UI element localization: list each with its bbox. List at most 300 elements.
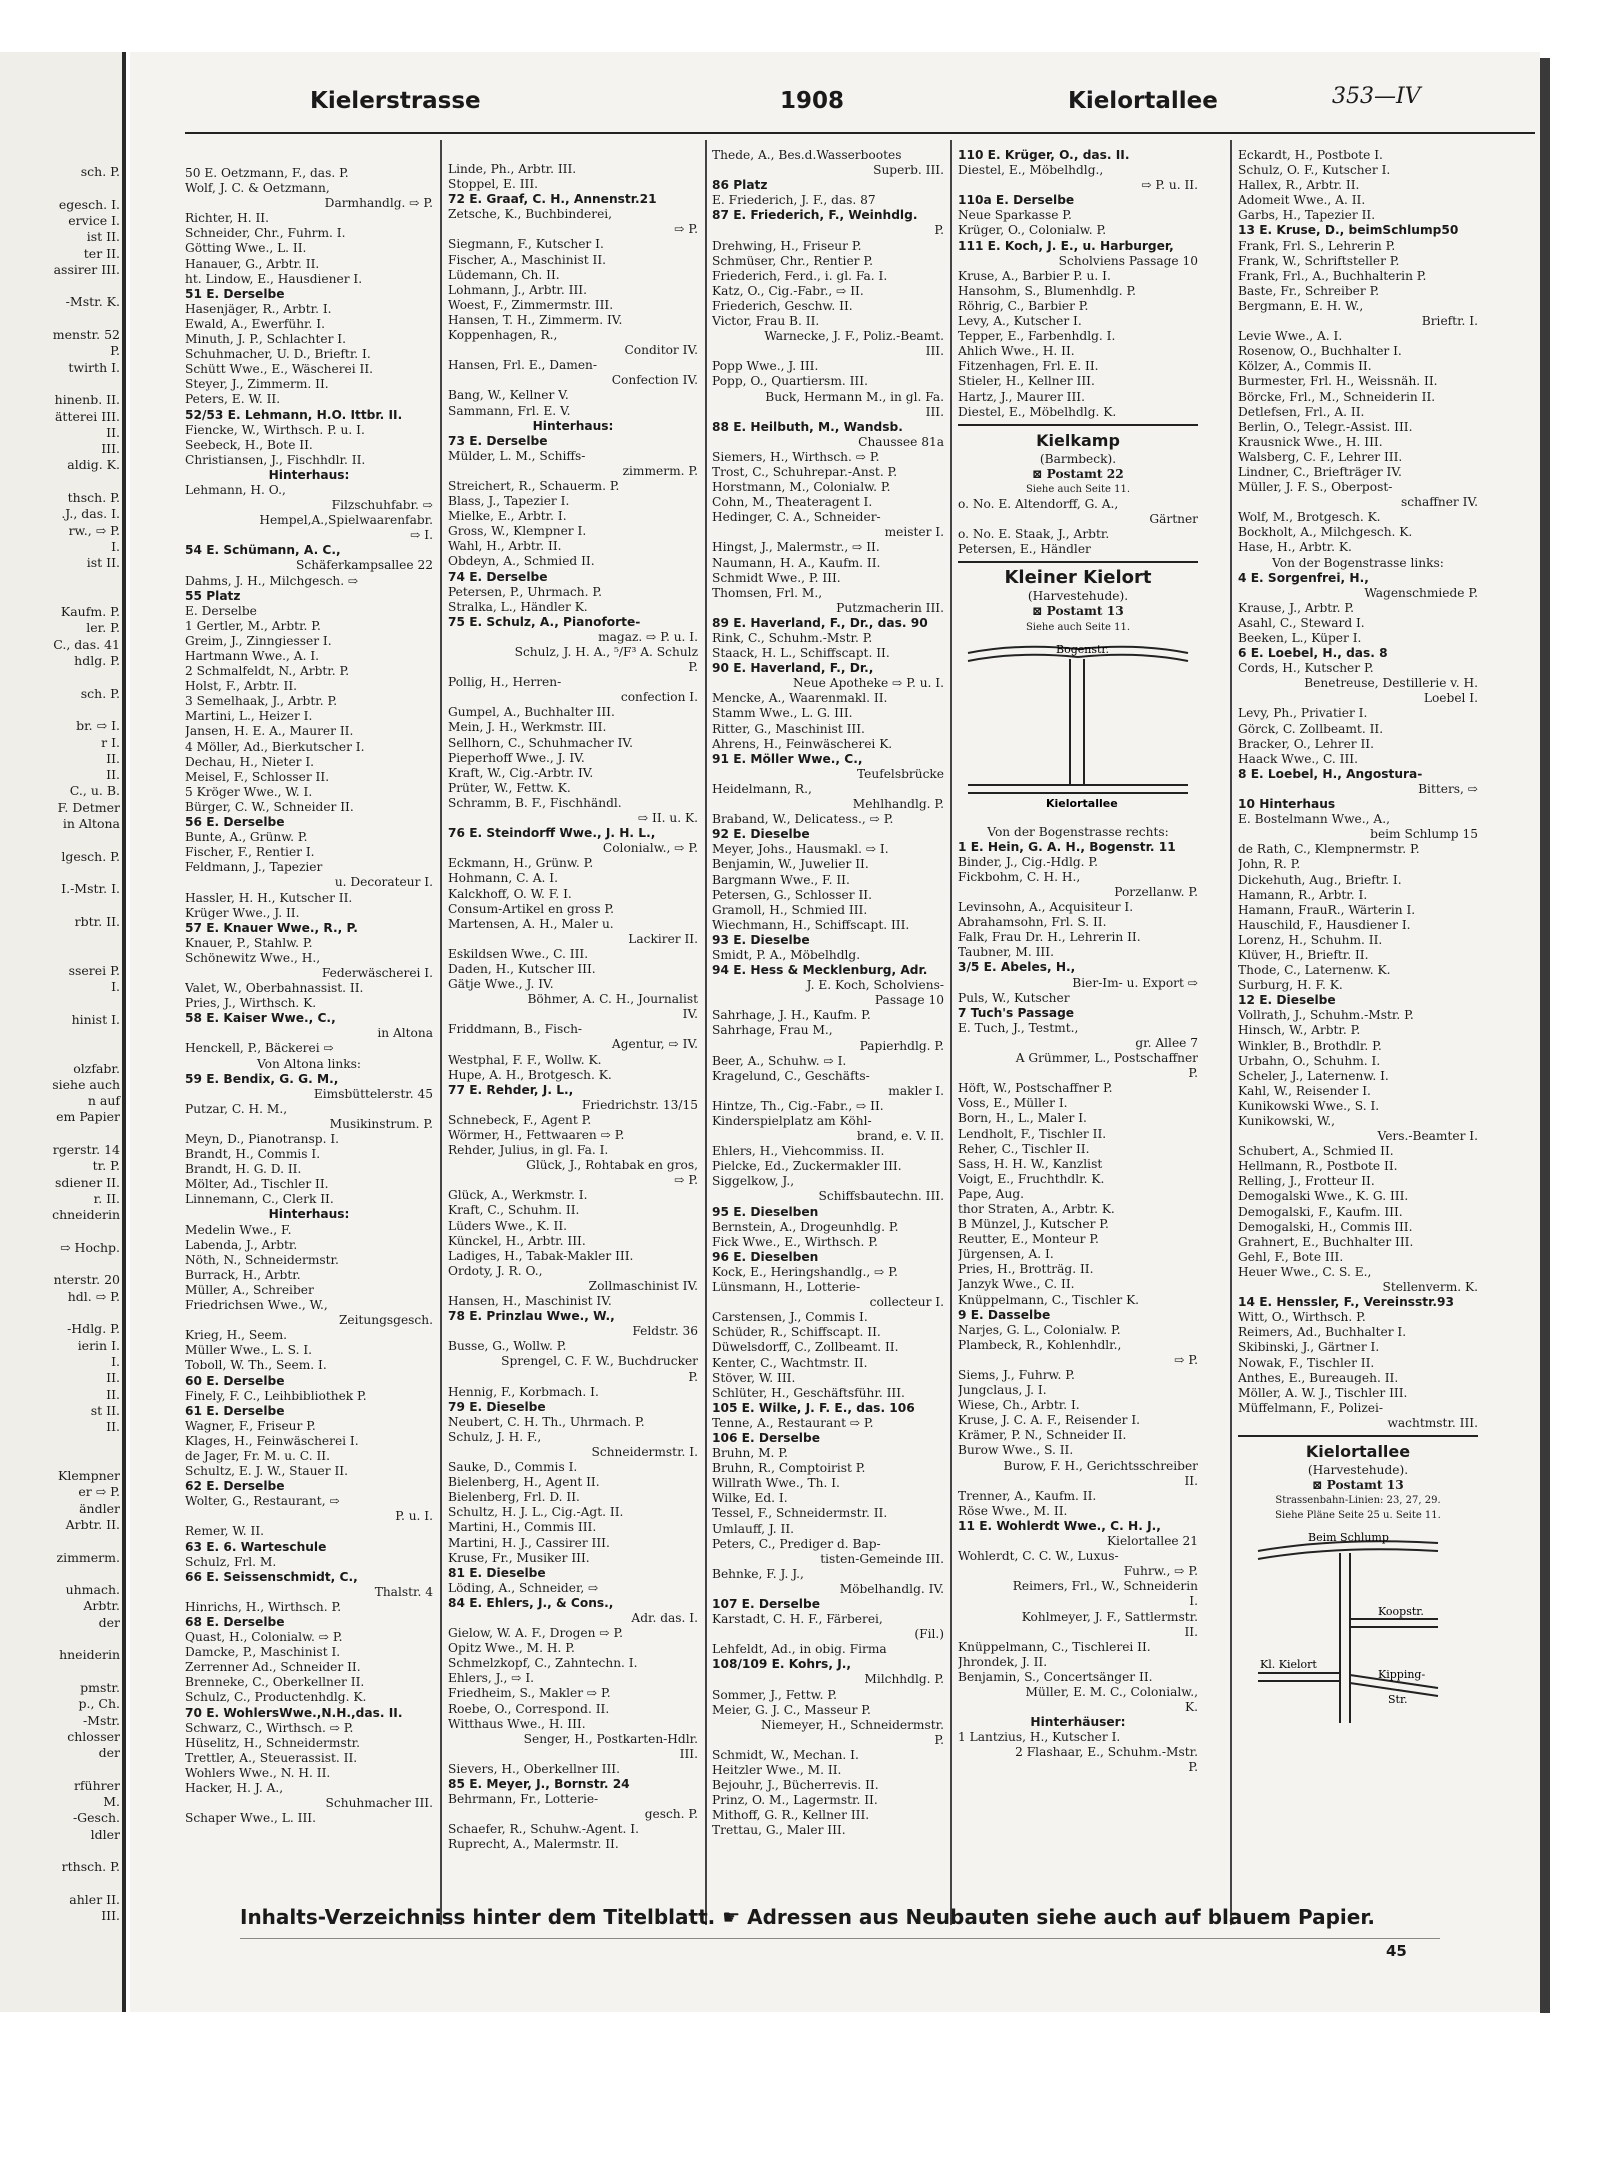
- entry-line: Bejouhr, J., Bücherrevis. II.: [712, 1778, 879, 1793]
- prev-page-line: chneiderin: [52, 1207, 120, 1223]
- entry-line: 2 Schmalfeldt, N., Arbtr. P.: [185, 664, 350, 679]
- entry-line: Beer, A., Schuhw. ⇨ I.: [712, 1053, 847, 1068]
- prev-page-line: II.: [106, 767, 120, 783]
- prev-page-line: I.: [111, 538, 120, 554]
- entry-line: Kinderspielplatz am Köhl-: [712, 1114, 872, 1128]
- entry-line: Thode, C., Laternenw. K.: [1238, 963, 1391, 978]
- entry-line: Schlüter, H., Geschäftsführ. III.: [712, 1385, 905, 1400]
- entry-line: Buck, Hermann M., in gl. Fa.: [765, 389, 944, 404]
- entry-line: Kahl, W., Reisender I.: [1238, 1083, 1371, 1098]
- prev-page-line: -Hdlg. P.: [67, 1321, 120, 1337]
- entry-line: Sass, H. H. W., Kanzlist: [958, 1156, 1103, 1171]
- entry-line: Friedrichsen Wwe., W.,: [185, 1298, 328, 1313]
- entry-line: Gätje Wwe., J. IV.: [448, 977, 554, 992]
- entry-line: Pries, H., Brotträg. II.: [958, 1262, 1094, 1277]
- entry-line: Friddmann, B., Fisch-: [448, 1022, 583, 1037]
- prev-page-line: III.: [101, 441, 120, 457]
- entry-line: Opitz Wwe., M. H. P.: [448, 1641, 575, 1656]
- prev-page-line: II.: [106, 1370, 120, 1386]
- entry-line: 50 E. Oetzmann, F., das. P.: [185, 166, 349, 180]
- entry-line: Ewald, A., Ewerführ. I.: [185, 316, 325, 331]
- entry-line: Fiencke, W., Wirthsch. P. u. I.: [185, 422, 365, 437]
- entry-line: Binder, J., Cig.-Hdlg. P.: [958, 854, 1099, 869]
- entry-line: Zeitungsgesch.: [338, 1313, 433, 1328]
- entry-line: III.: [925, 404, 944, 419]
- entry-line: P.: [688, 660, 698, 675]
- prev-page-line: hdlg. P.: [74, 653, 120, 668]
- entry-line: Bruhn, R., Comptoirist P.: [712, 1461, 866, 1476]
- entry-line: Schwarz, C., Wirthsch. ⇨ P.: [185, 1720, 354, 1735]
- entry-line: Schiffsbautechn. III.: [818, 1189, 944, 1204]
- entry-line: Reher, C., Tischler II.: [958, 1141, 1090, 1156]
- entry-line: Musikinstrum. P.: [329, 1116, 433, 1131]
- entry-line: Trost, C., Schuhrepar.-Anst. P.: [712, 464, 898, 479]
- entry-line: Minuth, J. P., Schlachter I.: [185, 332, 346, 347]
- entry-heading: 68 E. Derselbe: [185, 1615, 285, 1629]
- entry-line: Hauschild, F., Hausdiener I.: [1238, 917, 1411, 932]
- entry-line: Bang, W., Kellner V.: [448, 388, 569, 403]
- entry-heading: 63 E. 6. Warteschule: [185, 1539, 327, 1554]
- entry-line: Fitzenhagen, Frl. E. II.: [958, 359, 1099, 374]
- entry-line: 2 Flashaar, E., Schuhm.-Mstr.: [1015, 1745, 1198, 1760]
- entry-heading: 75 E. Schulz, A., Pianoforte-: [448, 614, 641, 629]
- entry-line: Hedinger, C. A., Schneider-: [712, 510, 881, 525]
- entry-line: ⇨ II. u. K.: [637, 811, 698, 826]
- prev-page-line: ldler: [90, 1826, 120, 1842]
- entry-line: Bernstein, A., Drogeunhdlg. P.: [712, 1219, 899, 1234]
- kleiner-kielort-title: Kleiner Kielort: [1004, 567, 1152, 589]
- entry-line: Cords, H., Kutscher P.: [1238, 661, 1374, 676]
- entry-line: Diestel, E., Möbelhdlg. K.: [958, 404, 1117, 419]
- entry-line: o. No. E. Altendorff, G. A.,: [958, 496, 1119, 511]
- entry-line: Putzar, C. H. M.,: [185, 1101, 288, 1116]
- entry-line: Fick Wwe., E., Wirthsch. P.: [712, 1234, 878, 1249]
- entry-heading: 85 E. Meyer, J., Bornstr. 24: [448, 1777, 630, 1792]
- entry-line: Holst, F., Arbtr. II.: [185, 679, 298, 694]
- entry-line: Martini, H. J., Cassirer III.: [448, 1535, 610, 1550]
- entry-heading: 10 Hinterhaus: [1238, 797, 1336, 812]
- entry-line: brand, e. V. II.: [856, 1129, 944, 1144]
- entry-line: Schubert, A., Schmied II.: [1238, 1144, 1394, 1159]
- entry-line: Falk, Frau Dr. H., Lehrerin II.: [958, 930, 1141, 945]
- entry-line: Linde, Ph., Arbtr. III.: [448, 162, 577, 176]
- entry-heading: 8 E. Loebel, H., Angostura-: [1238, 766, 1423, 781]
- entry-heading: 92 E. Dieselbe: [712, 827, 810, 842]
- entry-line: Kalckhoff, O. W. F. I.: [448, 886, 572, 901]
- entry-heading: 7 Tuch's Passage: [958, 1005, 1075, 1020]
- entry-line: Wolter, G., Restaurant, ⇨: [185, 1494, 340, 1509]
- entry-line: Putzmacherin III.: [836, 600, 944, 615]
- entry-line: J. E. Koch, Scholviens-: [806, 978, 944, 993]
- entry-line: Trettau, G., Maler III.: [712, 1823, 846, 1838]
- entry-line: Fischer, A., Maschinist II.: [448, 252, 607, 267]
- entry-line: Hamann, R., Arbtr. I.: [1238, 887, 1368, 902]
- entry-line: Neubert, C. H. Th., Uhrmach. P.: [448, 1414, 645, 1429]
- entry-line: Hansohm, S., Blumenhdlg. P.: [958, 283, 1137, 298]
- entry-line: Bracker, O., Lehrer II.: [1238, 736, 1375, 751]
- entry-line: Busse, G., Wollw. P.: [448, 1339, 567, 1354]
- entry-line: Müller, J. F. S., Oberpost-: [1238, 480, 1393, 495]
- entry-line: Senger, H., Postkarten-Hdlr.: [523, 1731, 698, 1746]
- prev-page-line: olzfabr.: [73, 1060, 120, 1076]
- entry-line: Relling, J., Frotteur II.: [1238, 1174, 1375, 1189]
- entry-line: Wiechmann, H., Schiffscapt. III.: [712, 917, 910, 932]
- entry-line: Hacker, H. J. A.,: [185, 1781, 284, 1796]
- entry-heading: 86 Platz: [712, 178, 768, 193]
- prev-page-line: ist II.: [86, 555, 120, 571]
- entry-line: Benjamin, W., Juwelier II.: [712, 857, 869, 872]
- entry-line: Röse Wwe., M. II.: [958, 1503, 1068, 1518]
- entry-line: Bruhn, M. P.: [712, 1446, 788, 1461]
- entry-line: Klüver, H., Brieftr. II.: [1238, 947, 1369, 962]
- entry-line: Stoppel, E. III.: [448, 177, 539, 192]
- entry-line: Skibinski, J., Gärtner I.: [1238, 1340, 1380, 1355]
- entry-heading: 52/53 E. Lehmann, H.O. Ittbr. II.: [185, 407, 403, 422]
- entry-line: Ehlers, H., Viehcommiss. II.: [712, 1144, 885, 1159]
- entry-heading: 96 E. Dieselben: [712, 1249, 819, 1264]
- entry-heading: 94 E. Hess & Mecklenburg, Adr.: [712, 963, 928, 978]
- entry-line: Sellhorn, C., Schuhmacher IV.: [448, 735, 633, 750]
- entry-line: Heuer Wwe., C. S. E.,: [1238, 1264, 1372, 1279]
- kielortallee-district: (Harvestehude).: [1307, 1462, 1409, 1477]
- entry-line: Hupe, A. H., Brotgesch. K.: [448, 1067, 612, 1082]
- entry-line: Vollrath, J., Schuhm.-Mstr. P.: [1238, 1008, 1414, 1023]
- entry-line: magaz. ⇨ P. u. I.: [598, 629, 698, 644]
- prev-page-line: ler. P.: [86, 620, 120, 636]
- entry-line: Chaussee 81a: [858, 434, 944, 449]
- header-street-left: Kielerstrasse: [310, 88, 481, 114]
- entry-line: Friedheim, S., Makler ⇨ P.: [448, 1686, 611, 1701]
- entry-heading: 73 E. Derselbe: [448, 433, 548, 448]
- entry-line: Bockholt, A., Milchgesch. K.: [1238, 525, 1413, 540]
- entry-line: Sommer, J., Fettw. P.: [712, 1687, 837, 1702]
- entry-line: Petersen, G., Schlosser II.: [712, 887, 872, 902]
- entry-line: Böhmer, A. C. H., Journalist: [527, 992, 698, 1007]
- entry-line: Daden, H., Kutscher III.: [448, 961, 596, 976]
- column-4-entries-bottom: [958, 825, 1198, 1776]
- entry-line: Scheler, J., Laternenw. I.: [1238, 1068, 1389, 1083]
- entry-line: Brandt, H. G. D. II.: [185, 1162, 302, 1177]
- entry-line: Krüger, O., Colonialw. P.: [958, 223, 1107, 238]
- prev-page-line: r. II.: [93, 1190, 120, 1206]
- entry-line: Greim, J., Zinngiesser I.: [185, 633, 332, 648]
- entry-line: Streichert, R., Schauerm. P.: [448, 478, 620, 493]
- header-rule: [185, 132, 1535, 134]
- entry-line: de Rath, C., Klempnermstr. P.: [1238, 842, 1420, 857]
- entry-line: thor Straten, A., Arbtr. K.: [958, 1201, 1115, 1216]
- entry-line: Neue Apotheke ⇨ P. u. I.: [792, 676, 944, 691]
- entry-line: Hallex, R., Arbtr. II.: [1238, 178, 1360, 193]
- entry-line: Löding, A., Schneider, ⇨: [448, 1580, 599, 1595]
- prev-page-line: zimmerm.: [56, 1549, 120, 1565]
- entry-line: Warnecke, J. F., Poliz.-Beamt.: [764, 329, 944, 344]
- entry-line: Mencke, A., Waarenmakl. II.: [712, 691, 888, 706]
- prev-page-line: hinist I.: [71, 1011, 120, 1027]
- map-label-bogenstr: Bogenstr.: [1056, 642, 1109, 656]
- entry-line: Puls, W., Kutscher: [958, 990, 1070, 1005]
- entry-line: Seebeck, H., Bote II.: [185, 437, 313, 452]
- entry-line: Martensen, A. H., Maler u.: [448, 916, 614, 931]
- entry-line: Lehmann, H. O.,: [185, 482, 286, 497]
- entry-heading: 14 E. Henssler, F., Vereinsstr.93: [1238, 1295, 1454, 1310]
- entry-line: Kunikowski Wwe., S. I.: [1238, 1098, 1380, 1113]
- entry-line: Niemeyer, H., Schneidermstr.: [760, 1717, 944, 1732]
- entry-line: Hamann, FrauR., Wärterin I.: [1238, 902, 1416, 917]
- entry-line: Witthaus Wwe., H. III.: [448, 1716, 586, 1731]
- entry-line: Gielow, W. A. F., Drogen ⇨ P.: [448, 1626, 624, 1641]
- prev-page-line: p., Ch.: [78, 1696, 120, 1712]
- entry-line: Ahrens, H., Feinwäscherei K.: [712, 736, 893, 751]
- entry-heading: 79 E. Dieselbe: [448, 1399, 546, 1414]
- prev-page-line: Arbtr. II.: [65, 1516, 120, 1532]
- entry-line: Schmidt, W., Mechan. I.: [712, 1747, 859, 1762]
- entry-line: Bergmann, E. H. W.,: [1238, 298, 1364, 313]
- entry-line: Milchhdlg. P.: [864, 1672, 944, 1687]
- entry-line: o. No. E. Staak, J., Arbtr.: [958, 527, 1110, 542]
- entry-line: Pollig, H., Herren-: [448, 675, 562, 690]
- entry-line: Sahrhage, J. H., Kaufm. P.: [712, 1008, 871, 1023]
- prev-page-line: Kaufm. P.: [60, 604, 120, 620]
- entry-line: Horstmann, M., Colonialw. P.: [712, 480, 891, 495]
- entry-line: wachtmstr. III.: [1387, 1415, 1478, 1430]
- entry-line: Börcke, Frl., M., Schneiderin II.: [1238, 389, 1436, 404]
- entry-line: Gramoll, H., Schmied III.: [712, 902, 868, 917]
- entry-line: Narjes, G. L., Colonialw. P.: [958, 1322, 1121, 1337]
- entry-line: Schnebeck, F., Agent P.: [448, 1112, 592, 1127]
- entry-line: Lohmann, J., Arbtr. III.: [448, 282, 587, 297]
- prev-page-line: hdl. ⇨ P.: [67, 1288, 120, 1304]
- kleiner-kielort-map: [958, 635, 1198, 825]
- entry-line: Siemers, H., Wirthsch. ⇨ P.: [712, 449, 880, 464]
- entry-heading: 61 E. Derselbe: [185, 1403, 285, 1418]
- entry-line: Levy, A., Kutscher I.: [958, 314, 1082, 329]
- entry-heading: 66 E. Seissenschmidt, C.,: [185, 1569, 358, 1584]
- entry-line: Schütt Wwe., E., Wäscherei II.: [185, 362, 374, 377]
- entry-line: 1 Lantzius, H., Kutscher I.: [958, 1730, 1121, 1745]
- entry-heading: 12 E. Dieselbe: [1238, 993, 1336, 1008]
- entry-line: Siggelkow, J.,: [712, 1174, 795, 1189]
- entry-line: Meyer, Johs., Hausmakl. ⇨ I.: [712, 842, 889, 857]
- entry-line: P.: [934, 1732, 944, 1747]
- entry-line: Bunte, A., Grünw. P.: [185, 830, 308, 845]
- entry-line: Lehfeldt, Ad., in obig. Firma: [712, 1642, 887, 1657]
- entry-line: Fickbohm, C. H. H.,: [958, 869, 1081, 884]
- entry-line: Müller, A., Schreiber: [185, 1282, 314, 1297]
- column-2: [448, 162, 698, 1942]
- entry-line: Scholviens Passage 10: [1058, 253, 1198, 268]
- footer-page-number: 45: [1386, 1942, 1407, 1960]
- entry-line: P. u. I.: [395, 1509, 433, 1524]
- entry-line: Witt, O., Wirthsch. P.: [1238, 1310, 1366, 1325]
- entry-line: Anthes, E., Bureaugeh. II.: [1238, 1370, 1399, 1385]
- entry-heading: 13 E. Kruse, D., beimSchlump50: [1238, 223, 1459, 238]
- entry-line: Gärtner: [1149, 512, 1198, 527]
- kielortallee-title: Kielortallee: [1305, 1441, 1411, 1461]
- gutter-divider: [122, 52, 126, 2012]
- entry-line: Petersen, P., Uhrmach. P.: [448, 584, 603, 599]
- prev-page-line: C., u. B.: [69, 783, 120, 799]
- entry-line: Lorenz, H., Schuhm. II.: [1238, 932, 1383, 947]
- entry-line: Janzyk Wwe., C. II.: [958, 1277, 1075, 1292]
- column-1: [185, 166, 433, 1946]
- entry-line: Meyn, D., Pianotransp. I.: [185, 1132, 340, 1146]
- entry-line: Valet, W., Oberbahnassist. II.: [185, 981, 364, 996]
- prev-page-line: hinenb. II.: [54, 392, 120, 408]
- prev-page-line: ist II.: [86, 229, 120, 245]
- entry-line: Höft, W., Postschaffner P.: [958, 1081, 1113, 1096]
- entry-line: Drehwing, H., Friseur P.: [712, 238, 862, 253]
- entry-line: Schaefer, R., Schuhw.-Agent. I.: [448, 1822, 639, 1837]
- kielkamp-postamt: ⊠ Postamt 22: [1032, 466, 1124, 481]
- entry-line: Pape, Aug.: [958, 1186, 1025, 1201]
- entry-line: Kock, E., Heringshandlg., ⇨ P.: [712, 1264, 898, 1279]
- entry-line: Bargmann Wwe., F. II.: [712, 872, 850, 887]
- entry-line: P.: [688, 1369, 698, 1384]
- column-divider-3: [950, 140, 952, 1925]
- entry-line: Friedrichstr. 13/15: [581, 1097, 698, 1112]
- entry-line: Sprengel, C. F. W., Buchdrucker: [501, 1354, 698, 1369]
- entry-line: Eckardt, H., Postbote I.: [1238, 148, 1383, 162]
- entry-line: Roebe, O., Correspond. II.: [448, 1701, 610, 1716]
- entry-line: Walsberg, C. F., Lehrer III.: [1238, 449, 1403, 464]
- entry-line: Glück, J., Rohtabak en gros,: [526, 1158, 698, 1173]
- entry-line: Stöver, W. III.: [712, 1370, 796, 1385]
- entry-line: Hassler, H. H., Kutscher II.: [185, 890, 353, 905]
- entry-line: Dickehuth, Aug., Brieftr. I.: [1238, 872, 1402, 887]
- entry-line: Bier-Im- u. Export ⇨: [1072, 975, 1198, 990]
- prev-page-line: er ⇨ P.: [78, 1484, 120, 1500]
- entry-line: Passage 10: [874, 993, 944, 1008]
- prev-page-line: rthsch. P.: [61, 1859, 120, 1875]
- prev-page-line: ahler II.: [69, 1891, 120, 1907]
- entry-line: Fuhrw., ⇨ P.: [1123, 1564, 1198, 1579]
- kleiner-kielort-district: (Harvestehude).: [1027, 589, 1129, 604]
- entry-line: Hansen, H., Maschinist IV.: [448, 1294, 612, 1309]
- entry-line: Ehlers, J., ⇨ I.: [448, 1671, 535, 1686]
- prev-page-line: aldig. K.: [67, 457, 120, 473]
- entry-line: Kraft, W., Cig.-Arbtr. IV.: [448, 765, 594, 780]
- prev-page-line: br. ⇨ I.: [76, 718, 120, 734]
- kielortallee-map: [1238, 1523, 1478, 1723]
- entry-heading: 1 E. Hein, G. A. H., Bogenstr. 11: [958, 839, 1176, 854]
- entry-line: Porzellanw. P.: [1114, 885, 1198, 899]
- entry-line: Quast, H., Colonialw. ⇨ P.: [185, 1630, 343, 1645]
- entry-line: Koppenhagen, R.,: [448, 328, 558, 343]
- entry-line: Ruprecht, A., Malermstr. II.: [448, 1837, 619, 1852]
- entry-heading: 9 E. Dasselbe: [958, 1307, 1051, 1322]
- entry-line: Finely, F. C., Leihbibliothek P.: [185, 1388, 367, 1403]
- entry-line: Schäferkampsallee 22: [296, 558, 433, 573]
- entry-line: gesch. P.: [644, 1807, 698, 1822]
- prev-page-line: rführer: [73, 1777, 120, 1793]
- entry-line: Adomeit Wwe., A. II.: [1238, 193, 1366, 208]
- entry-heading: 60 E. Derselbe: [185, 1373, 285, 1388]
- entry-heading: 59 E. Bendix, G. G. M.,: [185, 1071, 339, 1086]
- entry-line: Neue Sparkasse P.: [958, 208, 1072, 223]
- entry-line: confection I.: [620, 690, 698, 705]
- entry-heading: 51 E. Derselbe: [185, 286, 285, 301]
- kleiner-kielort-see-also: Siehe auch Seite 11.: [1025, 621, 1131, 633]
- entry-line: Frank, W., Schriftsteller P.: [1238, 253, 1400, 268]
- entry-heading: 56 E. Derselbe: [185, 815, 285, 830]
- entry-line: gr. Allee 7: [1135, 1035, 1198, 1050]
- prev-page-line: II.: [106, 1419, 120, 1435]
- entry-line: Asahl, C., Steward I.: [1238, 615, 1365, 630]
- entry-line: Cohn, M., Theateragent I.: [712, 495, 873, 510]
- prev-page-line: II.: [106, 1386, 120, 1402]
- prev-page-line: uhmach.: [65, 1582, 120, 1598]
- column-divider-1: [440, 140, 442, 1925]
- entry-line: Damcke, P., Maschinist I.: [185, 1645, 341, 1660]
- entry-line: Friederich, Geschw. II.: [712, 298, 853, 313]
- entry-line: Friederich, Ferd., i. gl. Fa. I.: [712, 268, 888, 283]
- entry-line: Rehder, Julius, in gl. Fa. I.: [448, 1143, 609, 1158]
- prev-page-line: I.: [111, 979, 120, 994]
- entry-line: Thomsen, Frl. M.,: [712, 585, 823, 600]
- map-label-kl-kielort: Kl. Kielort: [1260, 1658, 1317, 1672]
- entry-line: Trettler, A., Steuerassist. II.: [185, 1750, 358, 1765]
- entry-heading: 62 E. Derselbe: [185, 1479, 285, 1494]
- entry-line: E. Tuch, J., Testmt.,: [958, 1020, 1079, 1035]
- entry-line: Federwäscherei I.: [321, 965, 433, 980]
- entry-line: Hennig, F., Korbmach. I.: [448, 1384, 599, 1399]
- entry-heading: 11 E. Wohlerdt Wwe., C. H. J.,: [958, 1518, 1161, 1533]
- map-label-koopstr: Koopstr.: [1378, 1605, 1424, 1619]
- entry-heading: 84 E. Ehlers, J., & Cons.,: [448, 1595, 614, 1610]
- entry-line: Stralka, L., Händler K.: [448, 599, 588, 614]
- entry-heading: 107 E. Derselbe: [712, 1597, 820, 1611]
- prev-page-line: ätterei III.: [54, 408, 120, 424]
- entry-line: ⇨ P. u. II.: [1141, 178, 1198, 193]
- entry-line: Gross, W., Klempner I.: [448, 524, 587, 539]
- entry-line: Bürger, C. W., Schneider II.: [185, 799, 354, 814]
- prev-page-line: st II.: [90, 1402, 120, 1418]
- entry-line: Kunikowski, W.,: [1238, 1114, 1336, 1128]
- entry-line: Filzschuhfabr. ⇨: [331, 498, 433, 513]
- entry-line: Möbelhandlg. IV.: [839, 1581, 944, 1596]
- header-page-number: 353—IV: [1332, 84, 1421, 109]
- column-5-entries: [1238, 148, 1478, 1431]
- entry-line: Peters, C., Prediger d. Bap-: [712, 1536, 881, 1551]
- entry-line: Heitzler Wwe., M. II.: [712, 1763, 842, 1778]
- entry-line: Willrath Wwe., Th. I.: [712, 1476, 840, 1491]
- entry-line: Diestel, E., Möbelhdlg.,: [958, 163, 1104, 178]
- kielkamp-see-also: Siehe auch Seite 11.: [1025, 483, 1131, 495]
- entry-line: Confection IV.: [611, 373, 698, 388]
- entry-line: Burrack, H., Arbtr.: [185, 1267, 301, 1282]
- entry-heading: 74 E. Derselbe: [448, 569, 548, 584]
- prev-page-line: II.: [106, 424, 120, 440]
- entry-line: beim Schlump 15: [1370, 827, 1478, 842]
- entry-line: P.: [1188, 1760, 1198, 1775]
- header-street-right: Kielortallee: [1068, 88, 1218, 114]
- entry-line: Voss, E., Müller I.: [958, 1096, 1068, 1111]
- section-rule: [958, 561, 1198, 563]
- entry-line: Bielenberg, Frl. D. II.: [448, 1490, 580, 1505]
- entry-heading: 58 E. Kaiser Wwe., C.,: [185, 1011, 336, 1026]
- entry-line: Schultz, E. J. W., Stauer II.: [185, 1464, 348, 1479]
- map-label-beim-schlump: Beim Schlump: [1308, 1531, 1389, 1545]
- entry-line: Schmelzkopf, C., Zahntechn. I.: [448, 1656, 638, 1671]
- entry-line: Burow Wwe., S. II.: [958, 1443, 1074, 1458]
- street-map-svg: [1238, 1523, 1478, 1723]
- prev-page-line: siehe auch: [52, 1076, 120, 1092]
- entry-line: Woest, F., Zimmermstr. III.: [448, 297, 614, 312]
- entry-line: Hartmann Wwe., A. I.: [185, 649, 320, 663]
- entry-line: Behrmann, Fr., Lotterie-: [448, 1792, 599, 1807]
- map-label-kielortallee: Kielortallee: [1046, 796, 1118, 810]
- entry-line: Rosenow, O., Buchhalter I.: [1238, 344, 1402, 359]
